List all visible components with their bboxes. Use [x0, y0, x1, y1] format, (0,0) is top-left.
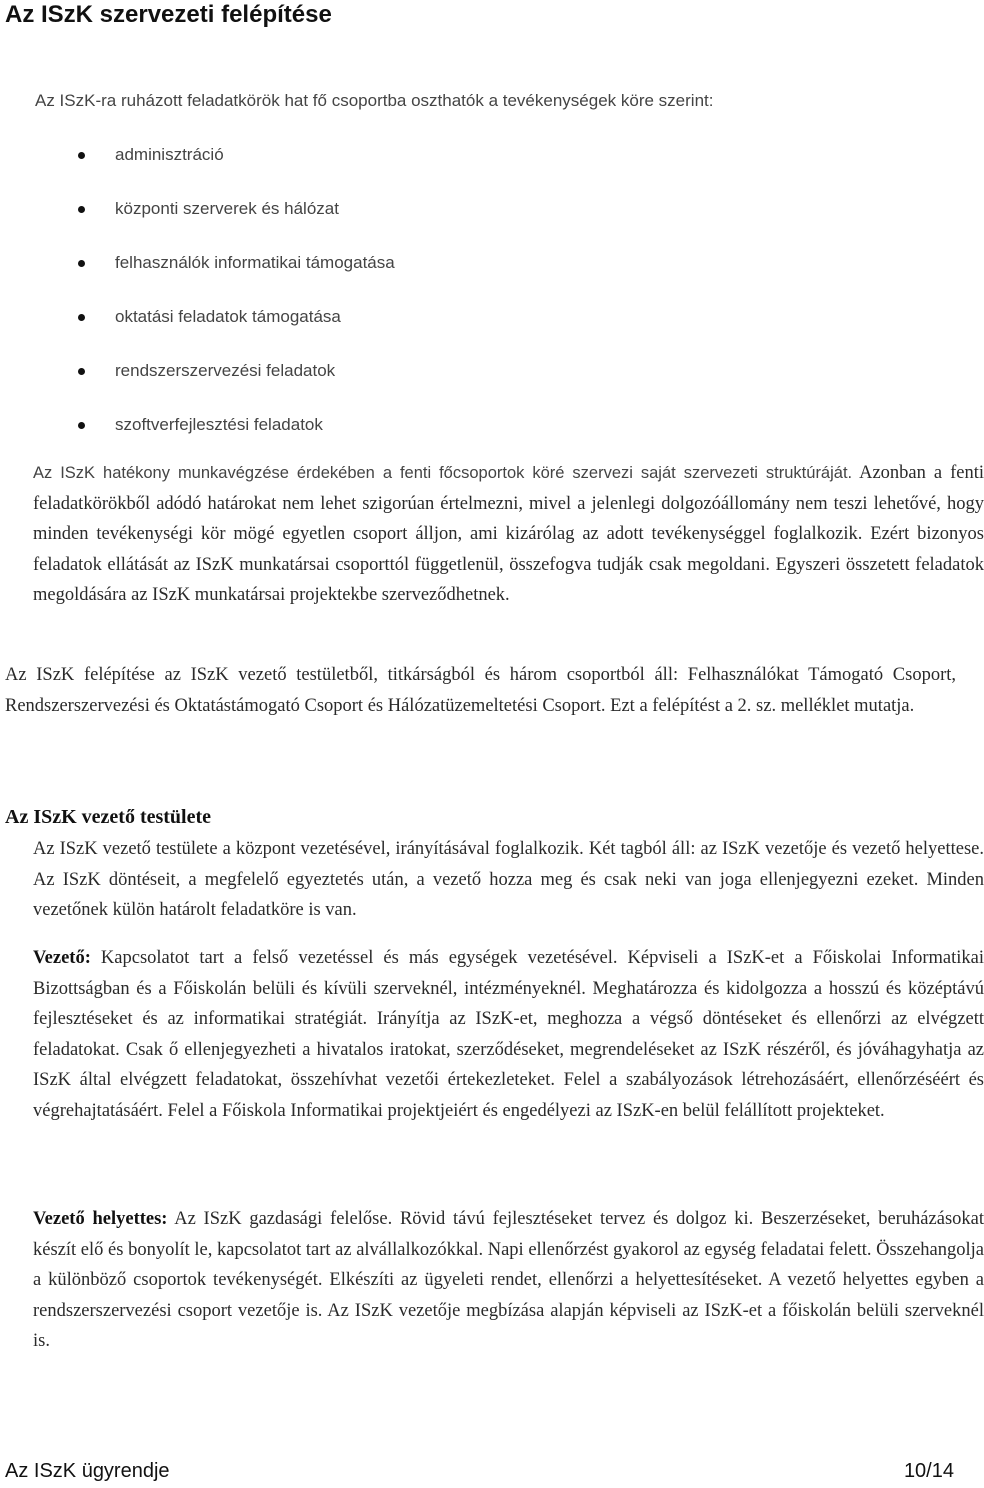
leader-paragraph — [5, 943, 984, 1126]
list-item-label: oktatási feladatok támogatása — [115, 307, 341, 326]
list-item-label: felhasználók informatikai támogatása — [115, 253, 395, 272]
section-heading: Az ISzK vezető testülete — [5, 806, 212, 828]
structure-rest: Azonban a fenti feladatkörökből adódó határokat nem lehet szigorúan értelmezni, mivel a jelenlegi dolgozóállomány nem teszi lehetővé, hogy minden tevékenységi kör mögé egyetlen csoport álljon, ami kizárólag az adott tevékenységgel foglalkozik. Ezért bizonyos feladatok ellátását az ISzK munkatársai csoporttól függetlenül, összefogva tudják csak megoldani. Egyszeri összetett feladatok megoldására az ISzK munkatársai projektekbe szerveződhetnek. — [33, 463, 984, 605]
deputy-label: Vezető helyettes: — [33, 1209, 168, 1229]
leader-label: Vezető: — [33, 948, 91, 968]
structure-lead: Az ISzK hatékony munkavégzése érdekében a fenti főcsoportok köré szervezi saját szervezeti struktúráját. — [33, 464, 853, 482]
footer-page-number: 10/14 — [903, 1460, 954, 1482]
intro-text: Az ISzK-ra ruházott feladatkörök hat fő csoportba oszthatók a tevékenységek köre szerint: — [35, 91, 714, 110]
deputy-text: Az ISzK gazdasági felelőse. Rövid távú fejlesztéseket tervez és dolgoz ki. Beszerzéseket, beruházásokat készít elő és bonyolít le, kapcsolatot tart az alvállalkozókkal. Napi ellenőrzést gyakorol az egység feladatai felett. Összehangolja a különböző csoportok tevékenységét. Elkészíti az ügyeleti rendet, ellenőrzi a helyettesítéseket. A vezető helyettes egyben a rendszerszervezési csoport vezetője is. Az ISzK vezetője megbízása alapján képviseli az ISzK-et a főiskolán belüli szerveknél is. — [33, 1209, 984, 1351]
list-item-label: adminisztráció — [115, 145, 224, 164]
page-title: Az ISzK szervezeti felépítése — [5, 1, 332, 28]
board-paragraph: Az ISzK vezető testülete a központ vezetésével, irányításával foglalkozik. Két tagból áll: az ISzK vezetője és vezető helyettese. Az ISzK döntéseit, a megfelelő egyeztetés után, a vezető hozza meg és csak neki van joga ellenjegyezni ezeket. Minden vezetőnek külön határolt feladatköre is van. — [33, 839, 984, 920]
leader-text: Kapcsolatot tart a felső vezetéssel és más egységek vezetésével. Képviseli a ISzK-et a Főiskolai Informatikai Bizottságban és a Főiskolán belüli és kívüli szerveknél, intézményeknél. Meghatározza és kidolgozza a hosszú és középtávú fejlesztéseket és az informatikai stratégiát. Irányítja az ISzK-et, meghozza a végső döntéseket és ellenőrzi az elvégzett feladatokat. Csak ő ellenjegyezheti a hivatalos iratokat, szerződéseket, megrendeléseket az ISzK részéről, és jóváhagyhatja az ISzK által elvégzett feladatokat, összehívhat vezetői értekezleteket. Felel a szabályozások létrehozásáért, ellenőrzéséért és végrehajtatásáért. Felel a Főiskola Informatikai projektjeiért és engedélyezi az ISzK-en belül felállított projekteket. — [33, 948, 984, 1121]
bullet-icon — [78, 368, 85, 375]
organization-paragraph: Az ISzK felépítése az ISzK vezető testületből, titkárságból és három csoportból áll: Felhasználókat Támogató Csoport, Rendszerszervezési és Oktatástámogató Csoport és Hálózatüzemeltetési Csoport. Ezt a felépítést a 2. sz. melléklet mutatja. — [5, 665, 956, 716]
list-item-label: szoftverfejlesztési feladatok — [115, 415, 323, 434]
bullet-icon — [78, 152, 85, 159]
bullet-icon — [78, 260, 85, 267]
footer-document-name: Az ISzK ügyrendje — [5, 1460, 170, 1482]
bullet-icon — [78, 422, 85, 429]
bullet-icon — [78, 314, 85, 321]
structure-paragraph — [5, 458, 984, 611]
deputy-paragraph — [5, 1204, 984, 1357]
bullet-icon — [78, 206, 85, 213]
list-item-label: központi szerverek és hálózat — [115, 199, 339, 218]
list-item-label: rendszerszervezési feladatok — [115, 361, 336, 380]
